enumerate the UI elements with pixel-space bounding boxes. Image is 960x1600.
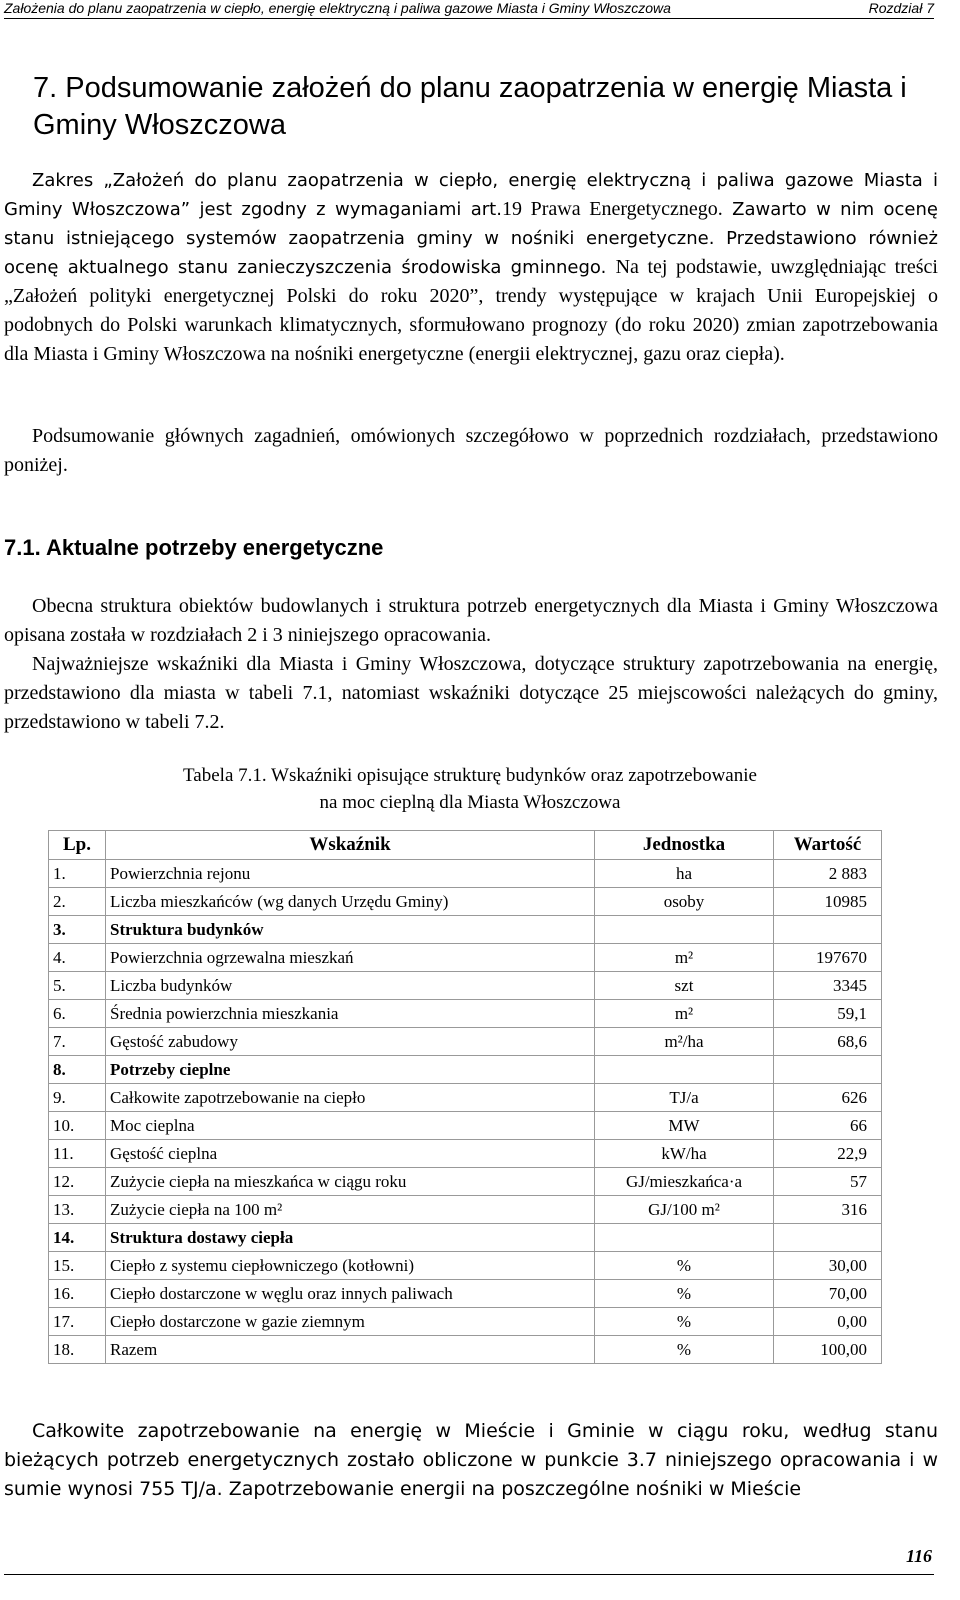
row-lp: 13. (49, 1196, 106, 1224)
row-unit: osoby (595, 888, 774, 916)
row-unit (595, 1056, 774, 1084)
footer-divider (4, 1574, 934, 1575)
intro-text-1: Zakres „Założeń do planu zaopatrzenia w ciepło, energię elektryczną i paliwa gazowe Miasta i Gminy Włoszczowa” jest zgodny z wymaganiami art. (4, 170, 938, 220)
row-lp: 11. (49, 1140, 106, 1168)
row-value: 68,6 (774, 1028, 882, 1056)
row-unit: % (595, 1280, 774, 1308)
row-name: Liczba mieszkańców (wg danych Urzędu Gminy) (106, 888, 595, 916)
row-value: 66 (774, 1112, 882, 1140)
row-lp: 18. (49, 1336, 106, 1364)
row-name: Zużycie ciepła na 100 m² (106, 1196, 595, 1224)
row-value: 10985 (774, 888, 882, 916)
page-number: 116 (905, 1546, 932, 1566)
row-name: Ciepło dostarczone w węglu oraz innych paliwach (106, 1280, 595, 1308)
table-row (49, 944, 882, 972)
row-unit: TJ/a (595, 1084, 774, 1112)
row-value: 626 (774, 1084, 882, 1112)
row-unit: m²/ha (595, 1028, 774, 1056)
row-value (774, 1056, 882, 1084)
row-name: Gęstość zabudowy (106, 1028, 595, 1056)
caption-line-2: na moc cieplną dla Miasta Włoszczowa (319, 792, 621, 813)
section-title: 7.1. Aktualne potrzeby energetyczne (4, 535, 384, 560)
section-paragraph-1: Obecna struktura obiektów budowlanych i struktura potrzeb energetycznych dla Miasta i Gminy Włoszczowa opisana została w rozdziałach 2 i 3 niniejszego opracowania. (4, 595, 938, 646)
row-name: Ciepło dostarczone w gazie ziemnym (106, 1308, 595, 1336)
row-value: 0,00 (774, 1308, 882, 1336)
row-name: Ciepło z systemu ciepłowniczego (kotłowni) (106, 1252, 595, 1280)
table-row (49, 1084, 882, 1112)
row-lp: 9. (49, 1084, 106, 1112)
table-row (49, 1140, 882, 1168)
header-indicator: Wskaźnik (106, 831, 595, 860)
intro-summary-paragraph: Podsumowanie głównych zagadnień, omówionych szczegółowo w poprzednich rozdziałach, przedstawiono poniżej. (4, 425, 938, 476)
row-lp: 17. (49, 1308, 106, 1336)
row-lp: 15. (49, 1252, 106, 1280)
row-value: 3345 (774, 972, 882, 1000)
row-name: Średnia powierzchnia mieszkania (106, 1000, 595, 1028)
row-unit: MW (595, 1112, 774, 1140)
row-unit (595, 1224, 774, 1252)
row-unit: % (595, 1308, 774, 1336)
table-row (49, 1028, 882, 1056)
row-value: 316 (774, 1196, 882, 1224)
row-name: Moc cieplna (106, 1112, 595, 1140)
intro-text-2b: Przedstawiono również ocenę aktualnego stanu zanieczyszczenia środowiska gminnego. (4, 228, 938, 278)
row-value: 197670 (774, 944, 882, 972)
row-name: Całkowite zapotrzebowanie na ciepło (106, 1084, 595, 1112)
row-lp: 16. (49, 1280, 106, 1308)
row-lp: 4. (49, 944, 106, 972)
section-paragraph-2: Najważniejsze wskaźniki dla Miasta i Gminy Włoszczowa, dotyczące struktury zapotrzebowania na energię, przedstawiono dla miasta w tabeli 7.1, natomiast wskaźniki dotyczące 25 miejscowości należących do gminy, przedstawiono w tabeli 7.2. (4, 653, 938, 733)
table-row (49, 1112, 882, 1140)
row-unit: GJ/100 m² (595, 1196, 774, 1224)
row-lp: 10. (49, 1112, 106, 1140)
row-unit: m² (595, 1000, 774, 1028)
row-name: Powierzchnia rejonu (106, 860, 595, 888)
row-value (774, 916, 882, 944)
header-lp: Lp. (49, 831, 106, 860)
row-lp: 7. (49, 1028, 106, 1056)
row-value: 30,00 (774, 1252, 882, 1280)
row-unit: % (595, 1336, 774, 1364)
header-document-title: Założenia do planu zaopatrzenia w ciepło, energię elektryczną i paliwa gazowe Miasta i Gminy Włoszczowa (4, 0, 671, 16)
indicators-table (48, 830, 882, 1364)
row-lp: 14. (49, 1224, 106, 1252)
row-lp: 1. (49, 860, 106, 888)
row-name: Zużycie ciepła na mieszkańca w ciągu roku (106, 1168, 595, 1196)
row-name: Gęstość cieplna (106, 1140, 595, 1168)
intro-paragraph (4, 166, 938, 369)
row-unit (595, 916, 774, 944)
row-value: 2 883 (774, 860, 882, 888)
table-header-row (49, 831, 882, 860)
page-header (4, 0, 934, 19)
row-value: 70,00 (774, 1280, 882, 1308)
table-caption (0, 762, 940, 816)
row-name: Potrzeby cieplne (106, 1056, 595, 1084)
row-name: Struktura dostawy ciepła (106, 1224, 595, 1252)
row-name: Razem (106, 1336, 595, 1364)
row-lp: 5. (49, 972, 106, 1000)
row-value: 100,00 (774, 1336, 882, 1364)
table-row (49, 1252, 882, 1280)
row-unit: szt (595, 972, 774, 1000)
table-row (49, 860, 882, 888)
row-name: Powierzchnia ogrzewalna mieszkań (106, 944, 595, 972)
caption-line-1: Tabela 7.1. Wskaźniki opisujące strukturę budynków oraz zapotrzebowanie (183, 765, 757, 786)
row-value: 57 (774, 1168, 882, 1196)
table-row (49, 1196, 882, 1224)
row-lp: 6. (49, 1000, 106, 1028)
table-row (49, 1056, 882, 1084)
row-unit: GJ/mieszkańca·a (595, 1168, 774, 1196)
table-row (49, 1280, 882, 1308)
row-lp: 3. (49, 916, 106, 944)
header-unit: Jednostka (595, 831, 774, 860)
row-value: 59,1 (774, 1000, 882, 1028)
row-lp: 8. (49, 1056, 106, 1084)
table-row (49, 1224, 882, 1252)
row-name: Liczba budynków (106, 972, 595, 1000)
row-unit: ha (595, 860, 774, 888)
row-value (774, 1224, 882, 1252)
closing-paragraph: Całkowite zapotrzebowanie na energię w Mieście i Gminie w ciągu roku, według stanu bieżących potrzeb energetycznych zostało obliczone w punkcie 3.7 niniejszego opracowania i w sumie wynosi 755 TJ/a. Zapotrzebowanie energii na poszczególne nośniki w Mieście (4, 1420, 938, 1500)
row-value: 22,9 (774, 1140, 882, 1168)
row-name: Struktura budynków (106, 916, 595, 944)
header-chapter: Rozdział 7 (868, 0, 934, 16)
row-lp: 2. (49, 888, 106, 916)
row-unit: m² (595, 944, 774, 972)
chapter-title: 7. Podsumowanie założeń do planu zaopatrzenia w energię Miasta i Gminy Włoszczowa (33, 72, 907, 141)
table-row (49, 888, 882, 916)
row-unit: % (595, 1252, 774, 1280)
table-row (49, 972, 882, 1000)
intro-text-1b: 19 Prawa Energetycznego. (501, 198, 723, 220)
table-row (49, 1336, 882, 1364)
table-row (49, 1308, 882, 1336)
header-value: Wartość (774, 831, 882, 860)
table-row (49, 1000, 882, 1028)
table-row (49, 1168, 882, 1196)
table-row (49, 916, 882, 944)
intro-text-2c: Na tej podstawie, uwzględniając treści „Założeń polityki energetycznej Polski do roku 2020”, trendy występujące w krajach Unii Europejskiej o podobnych do Polski warunkach klimatycznych, sformułowano prognozy (do roku 2020) zmian zapotrzebowania dla Miasta i Gminy Włoszczowa na nośniki energetyczne (energii elektrycznej, gazu oraz ciepła). (4, 256, 938, 365)
intro-text-2: Zawarto w nim ocenę stanu istniejącego systemów zaopatrzenia gminy w nośniki energetyczne. (4, 199, 938, 249)
row-lp: 12. (49, 1168, 106, 1196)
row-unit: kW/ha (595, 1140, 774, 1168)
